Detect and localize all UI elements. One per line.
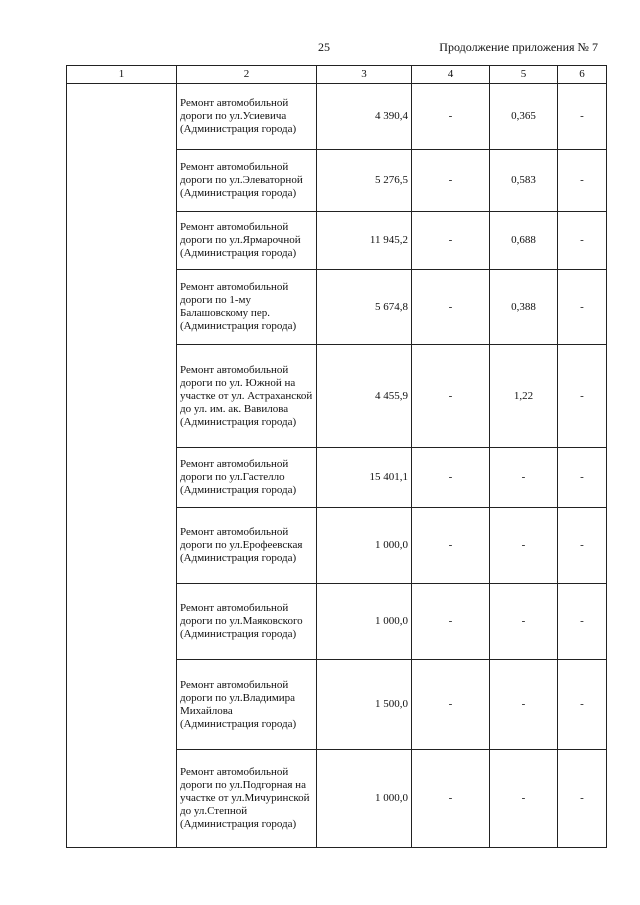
amount-cell: 5 674,8 [317, 270, 412, 345]
column-header-3: 3 [317, 66, 412, 84]
amount-cell: 15 401,1 [317, 448, 412, 508]
amount-cell: 1 000,0 [317, 584, 412, 660]
work-name-cell: Ремонт автомобильной дороги по ул.Маяковского (Администрация города) [177, 584, 317, 660]
work-name-cell: Ремонт автомобильной дороги по ул.Гастелло (Администрация города) [177, 448, 317, 508]
work-name-cell: Ремонт автомобильной дороги по ул.Ерофеевская (Администрация города) [177, 508, 317, 584]
column-header-1: 1 [67, 66, 177, 84]
column-6-cell: - [558, 84, 607, 150]
column-5-cell: - [490, 508, 558, 584]
column-5-cell: 0,583 [490, 150, 558, 212]
amount-cell: 1 500,0 [317, 660, 412, 750]
column-header-4: 4 [412, 66, 490, 84]
column-6-cell: - [558, 508, 607, 584]
column-4-cell: - [412, 508, 490, 584]
column-5-cell: - [490, 660, 558, 750]
column-5-cell: - [490, 584, 558, 660]
column-6-cell: - [558, 345, 607, 448]
column-6-cell: - [558, 212, 607, 270]
column-6-cell: - [558, 150, 607, 212]
column-6-cell: - [558, 448, 607, 508]
column-header-6: 6 [558, 66, 607, 84]
amount-cell: 1 000,0 [317, 750, 412, 848]
empty-category-cell [67, 84, 177, 848]
column-header-5: 5 [490, 66, 558, 84]
column-4-cell: - [412, 345, 490, 448]
column-6-cell: - [558, 660, 607, 750]
column-5-cell: - [490, 448, 558, 508]
amount-cell: 1 000,0 [317, 508, 412, 584]
work-name-cell: Ремонт автомобильной дороги по ул.Усиевича (Администрация города) [177, 84, 317, 150]
work-name-cell: Ремонт автомобильной дороги по ул.Ярмарочной (Администрация города) [177, 212, 317, 270]
column-5-cell: 1,22 [490, 345, 558, 448]
table-header-row [67, 66, 607, 84]
amount-cell: 4 455,9 [317, 345, 412, 448]
appendix-continuation-note: Продолжение приложения № 7 [439, 40, 598, 54]
column-4-cell: - [412, 212, 490, 270]
work-name-cell: Ремонт автомобильной дороги по ул. Южной на участке от ул. Астраханской до ул. им. ак. Вавилова (Администрация города) [177, 345, 317, 448]
column-4-cell: - [412, 84, 490, 150]
column-header-2: 2 [177, 66, 317, 84]
column-4-cell: - [412, 660, 490, 750]
column-4-cell: - [412, 150, 490, 212]
amount-cell: 5 276,5 [317, 150, 412, 212]
column-5-cell: 0,688 [490, 212, 558, 270]
work-name-cell: Ремонт автомобильной дороги по ул.Элеваторной (Администрация города) [177, 150, 317, 212]
column-6-cell: - [558, 270, 607, 345]
work-name-cell: Ремонт автомобильной дороги по ул.Владимира Михайлова (Администрация города) [177, 660, 317, 750]
appendix-table [66, 65, 607, 848]
amount-cell: 4 390,4 [317, 84, 412, 150]
column-4-cell: - [412, 270, 490, 345]
amount-cell: 11 945,2 [317, 212, 412, 270]
column-4-cell: - [412, 750, 490, 848]
page-number: 25 [318, 40, 330, 54]
column-6-cell: - [558, 584, 607, 660]
table-row [67, 84, 607, 150]
work-name-cell: Ремонт автомобильной дороги по 1-му Балашовскому пер. (Администрация города) [177, 270, 317, 345]
column-5-cell: - [490, 750, 558, 848]
column-6-cell: - [558, 750, 607, 848]
column-5-cell: 0,388 [490, 270, 558, 345]
work-name-cell: Ремонт автомобильной дороги по ул.Подгорная на участке от ул.Мичуринской до ул.Степной (Администрация города) [177, 750, 317, 848]
column-4-cell: - [412, 584, 490, 660]
column-4-cell: - [412, 448, 490, 508]
column-5-cell: 0,365 [490, 84, 558, 150]
